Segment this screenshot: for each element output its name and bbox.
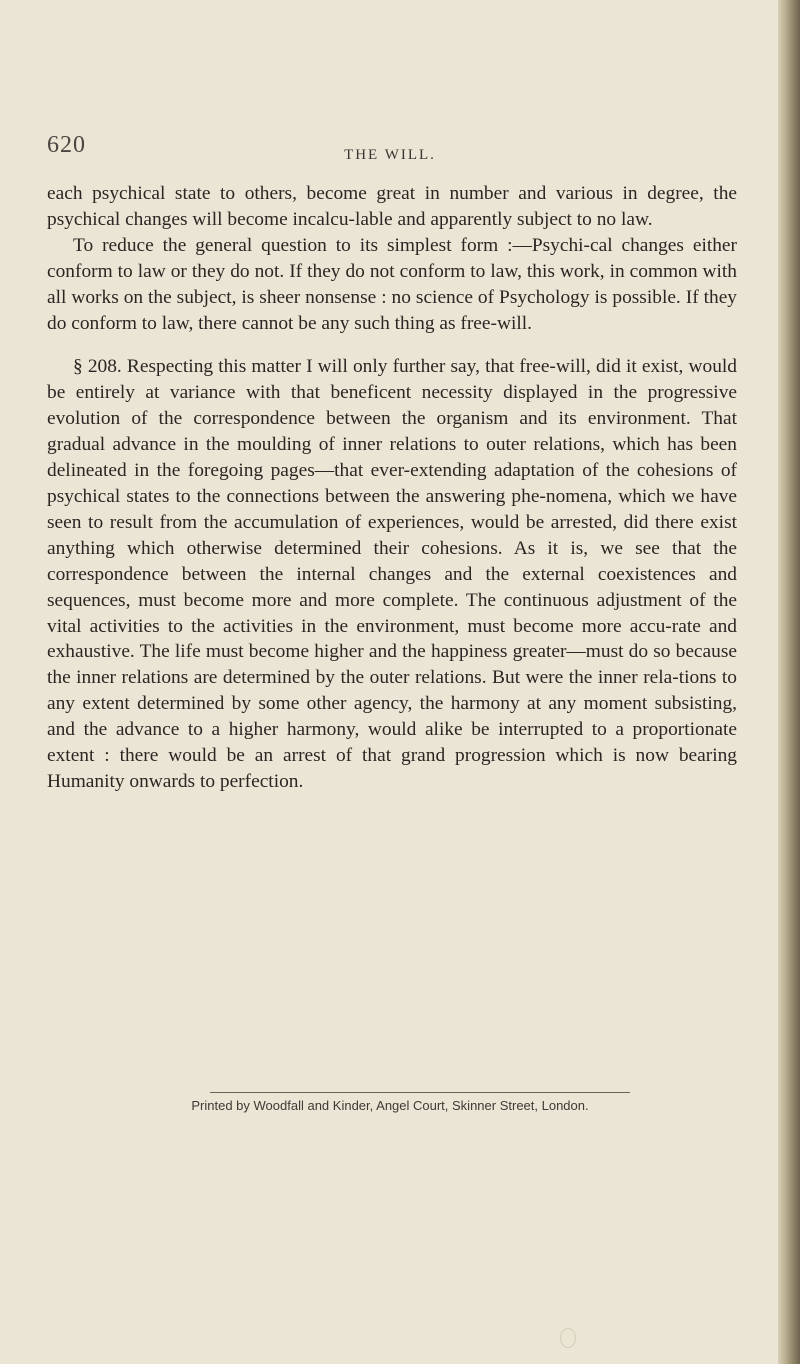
paragraph-section-208: § 208. Respecting this matter I will only further say, that free-will, did it exist, would be entirely at variance with that beneficent necessity displayed in the progressive evolution of the correspondence between the organism and its environment. That gradual advance in the moulding of inner relations to outer relations, which has been delineated in the foregoing pages—that ever-extending adaptation of the cohesions of psychical states to the connections between the answering phe-nomena, which we have seen to result from the accumulation of experiences, would be arrested, did there exist anything which otherwise determined their cohesions. As it is, we see that the correspondence between the internal changes and the external coexistences and sequences, must become more and more complete. The continuous adjustment of the vital activities to the activities in the environment, must become more accu-rate and exhaustive. The life must become higher and the happiness greater—must do so because the inner relations are determined by the outer relations. But were the inner rela-tions to any extent determined by some other agency, the harmony at any moment subsisting, and the advance to a higher harmony, would alike be interrupted to a proportionate extent : there would be an arrest of that grand progression which is now bearing Humanity onwards to perfection. (47, 356, 737, 792)
paragraph-general-question: To reduce the general question to its simplest form :—Psychi-cal changes either conform to law or they do not. If they do not conform to law, this work, in common with all works on the subject, is sheer nonsense : no science of Psychology is possible. If they do conform to law, there cannot be any such thing as free-will. (47, 234, 737, 334)
printer-imprint: Printed by Woodfall and Kinder, Angel Court, Skinner Street, London. (191, 1098, 589, 1113)
paper-smudge (560, 1328, 576, 1348)
paragraph-continuation: each psychical state to others, become great in number and various in degree, the psychical changes will become incalcu-lable and apparently subject to no law. (47, 183, 737, 230)
body-text (47, 181, 737, 795)
binding-edge (778, 0, 800, 1364)
imprint-rule (210, 1092, 630, 1093)
running-head: THE WILL. (344, 147, 436, 163)
page-number: 620 (47, 132, 86, 158)
